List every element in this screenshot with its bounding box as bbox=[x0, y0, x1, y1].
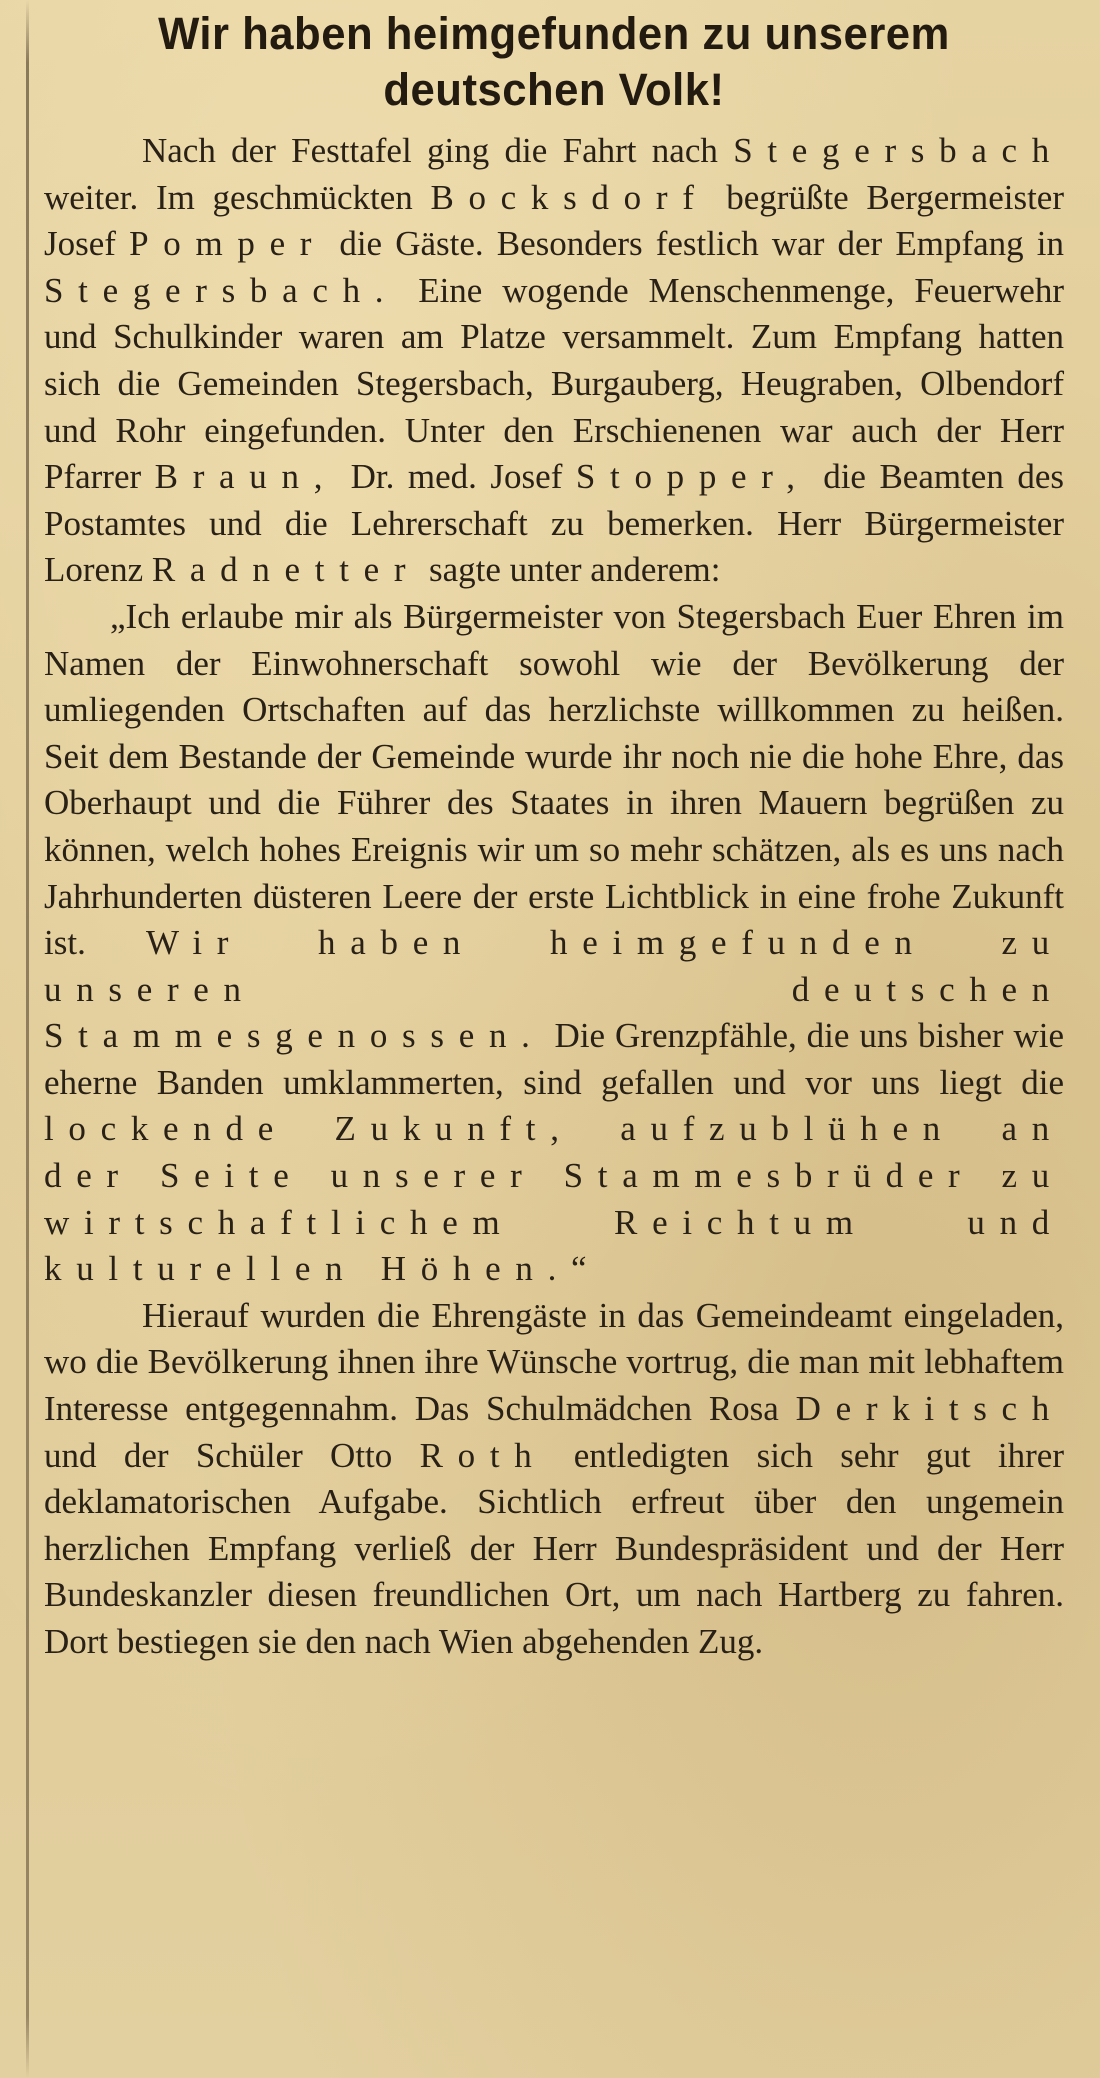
spaced-text: Bocksdorf bbox=[430, 177, 709, 217]
text-run: weiter. Im geschmückten bbox=[44, 177, 431, 217]
text-run: sagte unter anderem: bbox=[420, 550, 721, 590]
text-run: “ bbox=[571, 1249, 587, 1289]
column-rule bbox=[26, 0, 29, 2078]
spaced-text: Braun, bbox=[154, 457, 338, 497]
article-column bbox=[44, 6, 1064, 1666]
spaced-text: Roth bbox=[419, 1435, 547, 1475]
spaced-text: Stegersbach. bbox=[44, 270, 399, 310]
paragraph-1 bbox=[44, 128, 1064, 594]
article-headline bbox=[59, 6, 1048, 118]
headline-line-2: deutschen Volk! bbox=[383, 64, 725, 115]
spaced-text: Stopper, bbox=[575, 457, 810, 497]
text-run: Nach der Festtafel ging die Fahrt nach bbox=[142, 131, 734, 170]
text-run: die Gäste. Besonders festlich war der Empfang in bbox=[326, 224, 1064, 264]
spaced-text: Stegersbach bbox=[733, 131, 1064, 170]
spaced-text: Derkitsch bbox=[795, 1389, 1064, 1429]
spaced-text: lockende Zukunft, aufzublühen an der Seite unserer Stammesbrüder zu wirtschaftlichem Reichtum und kulturellen Höhen. bbox=[44, 1109, 1064, 1289]
text-run: die Beamten des Postamtes und die Lehrerschaft zu bemerken. Herr Bürgermeister Lorenz bbox=[44, 457, 1064, 590]
text-run: Eine wogende Menschenmenge, Feuerwehr und Schulkinder waren am Platze versammelt. Zum Empfang hatten sich die Gemeinden Stegersbach, Burgauberg, Heugraben, Olbendorf und Rohr eingefunden. Unter den Erschienenen war auch der Herr Pfarrer bbox=[44, 270, 1064, 497]
text-run: Die Grenzpfähle, die uns bisher wie eherne Banden umklammerten, sind gefallen und vor uns liegt die bbox=[44, 1016, 1064, 1102]
spaced-text: Wir haben heimgefunden zu unseren deutschen Stammesgenossen. bbox=[44, 923, 1064, 1056]
spaced-text: Pomper bbox=[129, 224, 327, 264]
text-run: „Ich erlaube mir als Bürgermeister von Stegersbach Euer Ehren im Namen der Einwohnerschaft sowohl wie der Bevölkerung der umliegenden Ortschaften auf das herzlichste willkommen zu heißen. Seit dem Bestande der Gemeinde wurde ihr noch nie die hohe Ehre, das Oberhaupt und die Führer des Staates in ihren Mauern begrüßen zu können, welch hohes Ereignis wir um so mehr schätzen, als es uns nach Jahrhunderten düsteren Leere der erste Lichtblick in eine frohe Zukunft ist. bbox=[44, 596, 1064, 963]
paragraph-3 bbox=[44, 1293, 1064, 1666]
text-run: entledigten sich sehr gut ihrer deklamatorischen Aufgabe. Sichtlich erfreut über den ungemein herzlichen Empfang verließ der Herr Bundespräsident und der Herr Bundeskanzler diesen freundlichen Ort, um nach Hartberg zu fahren. Dort bestiegen sie den nach Wien abgehenden Zug. bbox=[44, 1435, 1064, 1661]
text-run: Hierauf wurden die Ehrengäste in das Gemeindeamt eingeladen, wo die Bevölkerung ihnen ihre Wünsche vortrug, die man mit lebhaftem Interesse entgegennahm. Das Schulmädchen Rosa bbox=[44, 1295, 1064, 1429]
headline-line-1: Wir haben heimgefunden zu unserem bbox=[158, 8, 950, 59]
text-run: und der Schüler Otto bbox=[44, 1435, 420, 1475]
text-run: Dr. med. Josef bbox=[337, 457, 576, 497]
text-run: begrüßte Bergermeister Josef bbox=[44, 177, 1065, 264]
spaced-text: Radnetter bbox=[151, 550, 421, 590]
paragraph-2-quote bbox=[44, 594, 1064, 1293]
article-body bbox=[44, 128, 1064, 1666]
